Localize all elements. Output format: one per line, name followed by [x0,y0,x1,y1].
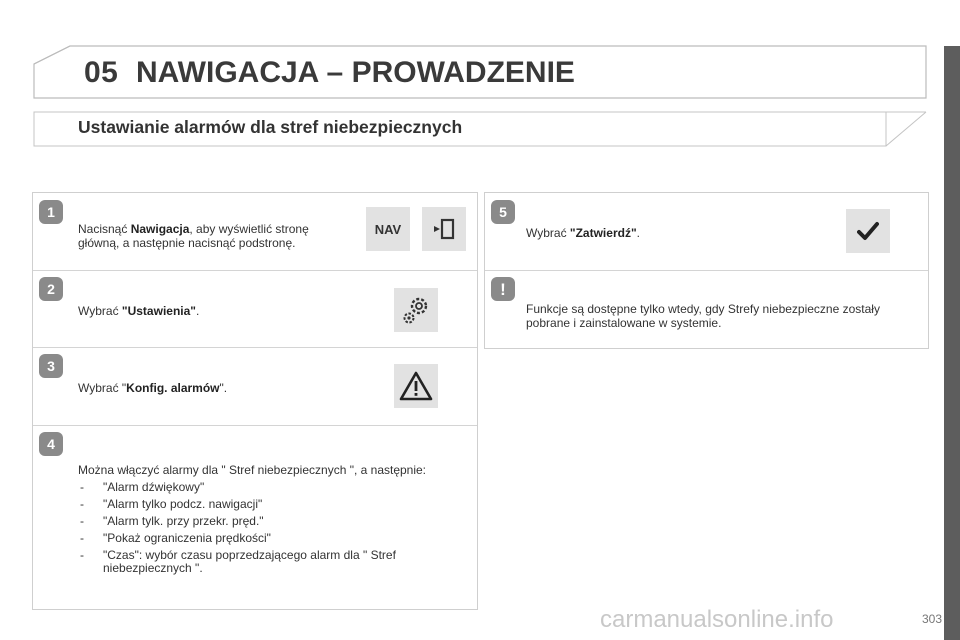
warning-triangle-glyph [399,370,433,402]
section-title: Ustawianie alarmów dla stref niebezpiecznych [78,117,463,137]
list-item: - "Alarm dźwiękowy" [78,481,470,494]
submenu-icon-glyph [432,217,456,241]
step-2-badge [38,276,64,302]
step-2-text: Wybrać "Ustawienia". [78,304,200,318]
svg-text:!: ! [500,280,506,299]
list-item: - "Alarm tylko podcz. nawigacji" [78,498,470,511]
list-item: - "Czas": wybór czasu poprzedzającego alarm dla " Stref niebezpiecznych ". [78,549,470,575]
svg-text:3: 3 [47,358,55,374]
svg-text:5: 5 [499,204,507,220]
checkmark-icon[interactable] [846,209,890,253]
step-1 [33,193,477,271]
step-5-text: Wybrać "Zatwierdź". [526,226,640,240]
step-4-text [78,463,470,575]
watermark: carmanualsonline.info [600,606,834,633]
nav-button[interactable] [366,207,410,251]
gears-glyph [399,293,433,327]
page-number: 303 [921,612,942,626]
step-3-text: Wybrać "Konfig. alarmów". [78,381,228,395]
submenu-icon[interactable] [422,207,466,251]
svg-text:4: 4 [47,436,55,452]
svg-text:1: 1 [47,204,55,220]
warning-triangle-icon[interactable] [394,364,438,408]
alarm-options-list [78,481,470,575]
step-3 [33,347,477,426]
step-1-badge [38,199,64,225]
note-text: Funkcje są dostępne tylko wtedy, gdy Strefy niebezpieczne zostały pobrane i zainstalowane w systemie. [526,302,880,330]
chapter-title: NAWIGACJA – PROWADZENIE [136,56,575,89]
step-4-intro: Można włączyć alarmy dla " Stref niebezpiecznych ", a następnie: [78,463,427,477]
list-item: - "Alarm tylk. przy przekr. pręd." [78,515,470,528]
step-5-badge [490,199,516,225]
note-block [485,270,928,348]
checkmark-glyph [857,221,879,241]
sidebar-bar [944,46,960,640]
nav-button-label: NAV [374,221,402,237]
chapter-number: 05 [84,56,119,89]
step-4 [33,425,477,609]
svg-text:2: 2 [47,281,55,297]
step-1-text: Nacisnąć Nawigacja, aby wyświetlić stronę główną, a następnie nacisnąć podstronę. [78,222,309,250]
steps-panel-right [484,192,929,349]
settings-gears-icon[interactable] [394,288,438,332]
steps-panel-left [32,192,478,610]
step-4-badge [38,431,64,457]
step-2 [33,270,477,348]
list-item: - "Pokaż ograniczenia prędkości" [78,532,470,545]
step-3-badge [38,353,64,379]
step-5 [485,193,928,271]
exclamation-icon [490,276,516,302]
